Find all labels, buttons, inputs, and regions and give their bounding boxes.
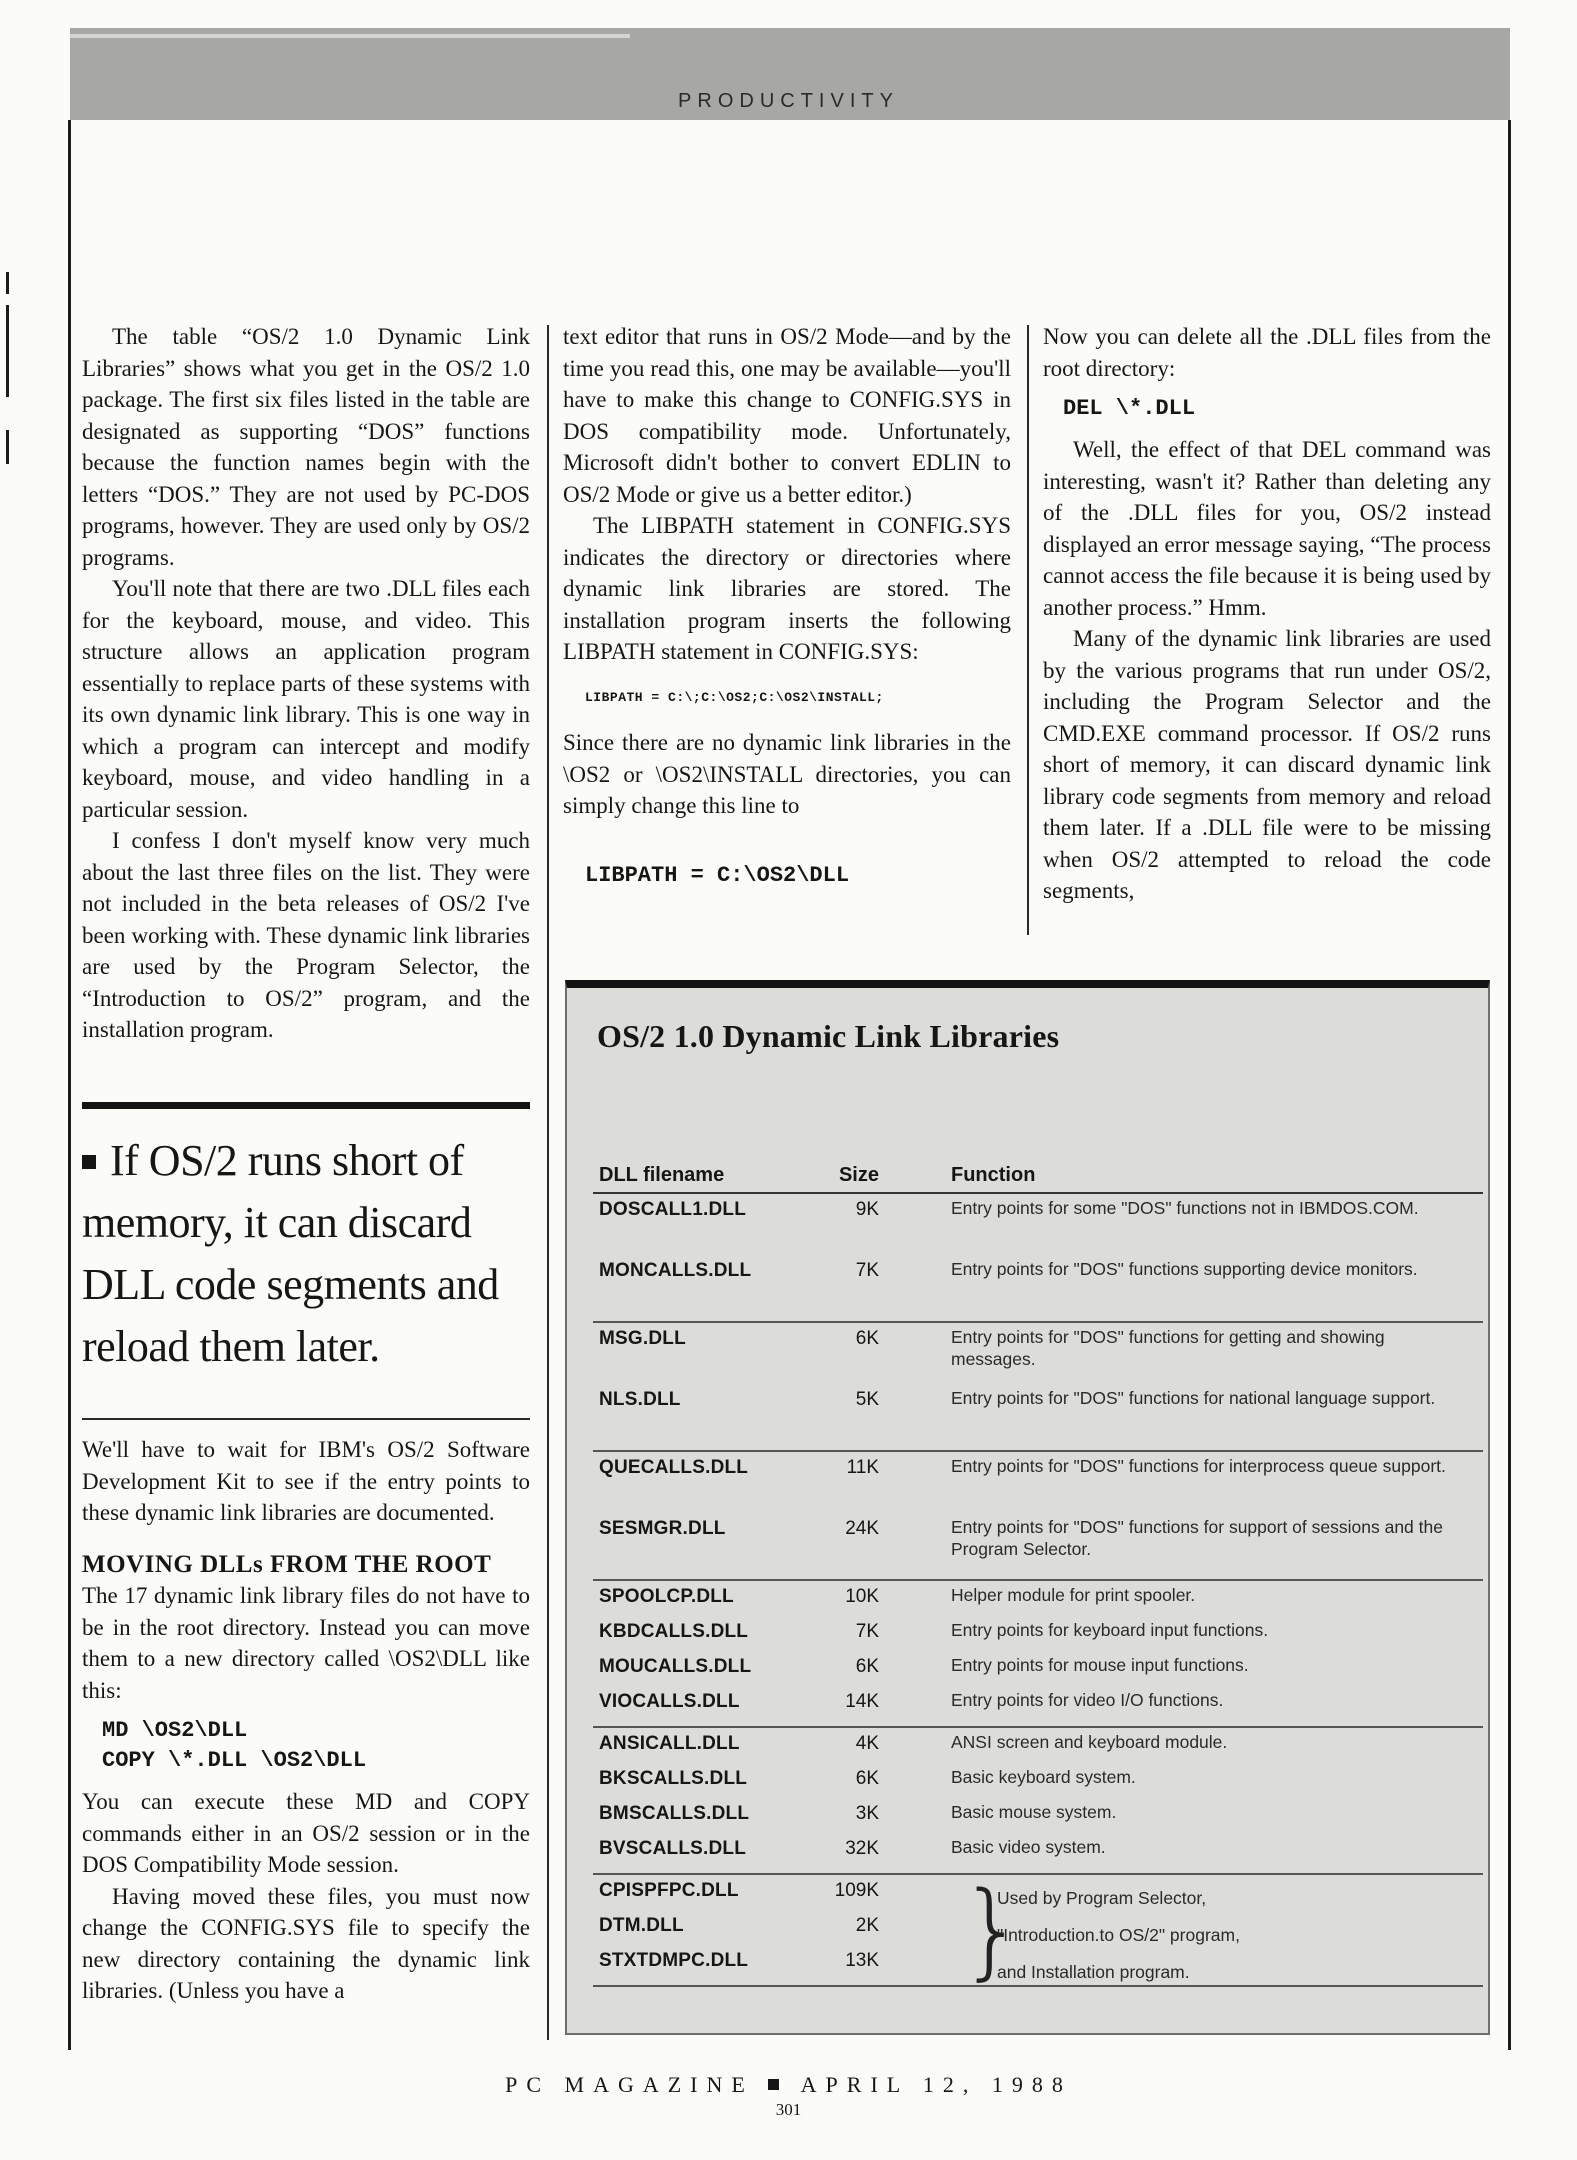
dll-size: 14K [845,1691,879,1712]
dll-size: 3K [855,1803,879,1824]
table-title: OS/2 1.0 Dynamic Link Libraries [597,1018,1060,1054]
table-group [593,1199,1483,1323]
table-group [593,1733,1483,1875]
dll-name: KBDCALLS.DLL [599,1621,749,1642]
table-row [593,1621,1483,1656]
column-1-top [82,321,530,1046]
brace-note-line: and Installation program. [997,1962,1190,1982]
table-group-braced [593,1869,1483,1991]
table-row [593,1199,1483,1260]
table-row [593,1733,1483,1768]
magazine-name: PC MAGAZINE [505,2072,754,2097]
dll-function: Entry points for keyboard input functions. [951,1620,1269,1640]
dll-size: 32K [845,1838,879,1859]
table-row [593,1518,1483,1579]
dll-name: BMSCALLS.DLL [599,1803,750,1824]
col2-paragraph: text editor that runs in OS/2 Mode—and by the time you read this, one may be available—you'll have to make this change to CONFIG.SYS in DOS compatibility mode. Unfortunately, Microsoft didn't bother to convert EDLIN to OS/2 Mode or give us a better editor.) [563,324,1011,507]
pullquote-bottom-rule [82,1418,530,1420]
brace-note-line: "Introduction.to OS/2" program, [997,1925,1240,1945]
dll-function: Entry points for mouse input functions. [951,1655,1249,1675]
table-row [593,1260,1483,1321]
col2-paragraph: The LIBPATH statement in CONFIG.SYS indicates the directory or directories where dynamic link libraries are stored. The installation program inserts the following LIBPATH statement in CONFIG.SYS: [563,513,1011,664]
dll-function: Entry points for "DOS" functions for support of sessions and the Program Selector. [951,1517,1443,1559]
table-row [593,1328,1483,1389]
dll-name: BKSCALLS.DLL [599,1768,748,1789]
dll-size: 10K [845,1586,879,1607]
col1-paragraph: I confess I don't myself know very much about the last three files on the list. They were not included in the beta releases of OS/2 I've been working with. These dynamic link libraries are used by the Program Selector, the “Introduction to OS/2” program, and the installation program. [82,828,530,1042]
column-rule-1 [547,325,549,2040]
dll-size: 7K [855,1621,879,1642]
separator-square-icon [768,2079,779,2090]
dll-name: BVSCALLS.DLL [599,1838,747,1859]
pull-quote [82,1130,532,1378]
bullet-square-icon [82,1155,96,1169]
header-band-highlight [70,34,630,38]
dll-size: 6K [855,1328,879,1349]
dll-name: DOSCALL1.DLL [599,1199,747,1220]
dll-function: Basic keyboard system. [951,1767,1136,1787]
dll-function: Entry points for some "DOS" functions not in IBMDOS.COM. [951,1198,1419,1218]
table-row [593,1457,1483,1518]
dll-name: SPOOLCP.DLL [599,1586,734,1607]
dll-function: Basic mouse system. [951,1802,1117,1822]
dll-table [593,1164,1483,1991]
dll-size: 7K [855,1260,879,1281]
dll-name: QUECALLS.DLL [599,1457,749,1478]
code-block-del: DEL \*.DLL [1063,396,1196,421]
dll-function: Basic video system. [951,1837,1106,1857]
col1-paragraph: We'll have to wait for IBM's OS/2 Software Development Kit to see if the entry points to these dynamic link libraries are documented. [82,1437,530,1525]
header-function: Function [951,1164,1036,1186]
page-frame-left [68,120,71,2050]
dll-size: 11K [846,1457,879,1478]
header-dll-filename: DLL filename [599,1164,725,1186]
dll-name: NLS.DLL [599,1389,681,1410]
dll-function: ANSI screen and keyboard module. [951,1732,1228,1752]
column-1-bottom [82,1434,530,2007]
page-number: 301 [775,2100,802,2119]
dll-function: Helper module for print spooler. [951,1585,1196,1605]
dll-size: 6K [855,1768,879,1789]
header-size: Size [838,1164,879,1186]
section-label: PRODUCTIVITY [678,90,899,112]
column-rule-2 [1027,325,1029,935]
dll-size: 13K [845,1950,879,1971]
column-2 [563,321,1011,891]
dll-name: VIOCALLS.DLL [599,1691,740,1712]
table-header [593,1164,1483,1190]
dll-name: MOUCALLS.DLL [599,1656,752,1677]
table-row [593,1768,1483,1803]
col1-paragraph: You'll note that there are two .DLL files each for the keyboard, mouse, and video. This structure allows an application program essentially to replace parts of these systems with its own dynamic link library. This is one way in which a program can intercept and modify keyboard, mouse, and video handling in a particular session. [82,576,530,822]
code-libpath-original: LIBPATH = C:\;C:\OS2;C:\OS2\INSTALL; [585,689,884,705]
page-frame-right [1508,120,1511,2050]
table-row [593,1838,1483,1873]
dll-name: ANSICALL.DLL [599,1733,740,1754]
dll-name: SESMGR.DLL [599,1518,726,1539]
table-row [593,1389,1483,1450]
edge-mark [6,305,9,397]
dll-size: 24K [845,1518,879,1539]
table-row [593,1803,1483,1838]
right-brace-icon: } [959,1869,1026,1991]
table-group [593,1328,1483,1452]
code-libpath-new: LIBPATH = C:\OS2\DLL [585,862,850,888]
col3-paragraph: Well, the effect of that DEL command was interesting, wasn't it? Rather than deleting any of the .DLL files for you, OS/2 instead displayed an error message saying, “The process cannot access the file because it is being used by another process.” Hmm. [1043,437,1491,620]
dll-size: 9K [855,1199,879,1220]
brace-note [997,1880,1377,1991]
dll-size: 109K [834,1880,879,1901]
dll-function: Entry points for "DOS" functions for interprocess queue support. [951,1456,1446,1476]
brace-note-line: Used by Program Selector, [997,1888,1207,1908]
section-subhead: MOVING DLLs FROM THE ROOT [82,1550,492,1578]
issue-date: APRIL 12, 1988 [800,2072,1072,2097]
dll-function: Entry points for "DOS" functions for national language support. [951,1388,1436,1408]
col3-paragraph: Many of the dynamic link libraries are used by the various programs that run under OS/2, including the Program Selector and the CMD.EXE command processor. If OS/2 runs short of memory, it can discard dynamic link library code segments from memory and reload them later. If a .DLL file were to be missing when OS/2 attempted to reload the code segments, [1043,626,1491,903]
col1-paragraph: The table “OS/2 1.0 Dynamic Link Libraries” shows what you get in the OS/2 1.0 package. The first six files listed in the table are designated as supporting “DOS” functions because the function names begin with the letters “DOS.” They are not used by PC-DOS programs, however. They are used only by OS/2 programs. [82,324,530,570]
dll-function: Entry points for video I/O functions. [951,1690,1224,1710]
col1-paragraph: The 17 dynamic link library files do not have to be in the root directory. Instead you can move them to a new directory called \OS2\DLL like this: [82,1583,530,1703]
dll-name: MSG.DLL [599,1328,686,1349]
table-row [593,1656,1483,1691]
footer [0,2072,1577,2098]
dll-function: Entry points for "DOS" functions supporting device monitors. [951,1259,1418,1279]
table-group [593,1586,1483,1728]
dll-name: CPISPFPC.DLL [599,1880,739,1901]
table-row [593,1586,1483,1621]
col1-paragraph: You can execute these MD and COPY commands either in an OS/2 session or in the DOS Compatibility Mode session. [82,1789,530,1877]
dll-size: 5K [855,1389,879,1410]
pullquote-top-rule [82,1102,530,1109]
dll-table-box [565,980,1490,2035]
table-group [593,1457,1483,1581]
dll-size: 4K [855,1733,879,1754]
edge-mark [6,272,9,294]
col2-paragraph: Since there are no dynamic link libraries in the \OS2 or \OS2\INSTALL directories, you can simply change this line to [563,730,1011,818]
table-row [593,1691,1483,1726]
dll-function: Entry points for "DOS" functions for getting and showing messages. [951,1327,1385,1369]
header-rule [593,1192,1483,1194]
dll-size: 2K [855,1915,879,1936]
col1-paragraph: Having moved these files, you must now change the CONFIG.SYS file to specify the new directory containing the dynamic link libraries. (Unless you have a [82,1883,530,2003]
code-block-md-copy: MD \OS2\DLL COPY \*.DLL \OS2\DLL [102,1718,367,1773]
pull-quote-text: If OS/2 runs short of memory, it can discard DLL code segments and reload them later. [82,1136,499,1371]
dll-name: DTM.DLL [599,1915,684,1936]
dll-size: 6K [855,1656,879,1677]
dll-name: STXTDMPC.DLL [599,1950,749,1971]
column-3 [1043,321,1491,907]
col3-paragraph: Now you can delete all the .DLL files from the root directory: [1043,324,1491,381]
dll-name: MONCALLS.DLL [599,1260,752,1281]
edge-mark [6,430,9,464]
